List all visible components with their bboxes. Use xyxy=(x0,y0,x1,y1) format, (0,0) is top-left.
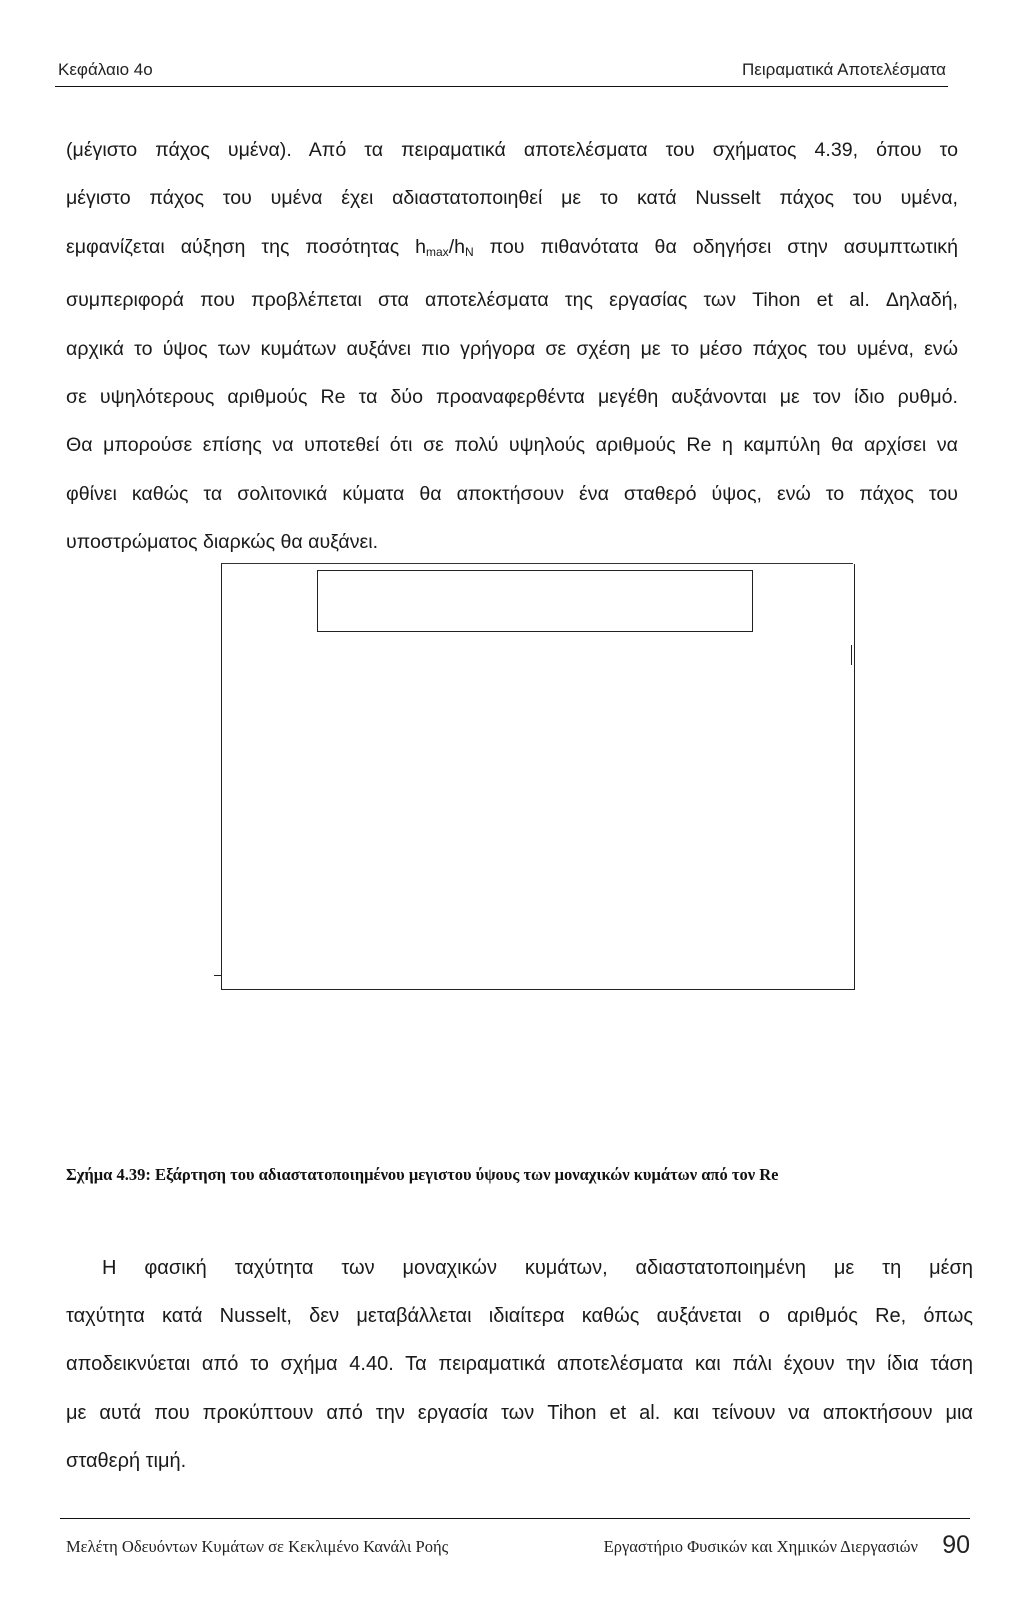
page-number: 90 xyxy=(942,1531,970,1559)
footer-lab: Εργαστήριο Φυσικών και Χημικών Διεργασιών xyxy=(603,1537,918,1556)
figure-tick-mark xyxy=(851,645,852,665)
paragraph-line: μέγιστο πάχος του υμένα έχει αδιαστατοποιηθεί με το κατά Nusselt πάχος του υμένα, xyxy=(66,187,958,210)
paragraph-line: αρχικά το ύψος των κυμάτων αυξάνει πιο γρήγορα σε σχέση με το μέσο πάχος του υμένα, ενώ xyxy=(66,337,958,360)
ratio-suffix: που πιθανότατα θα οδηγήσει στην ασυμπτωτική xyxy=(473,235,959,258)
section-label: Πειραματικά Αποτελέσματα xyxy=(742,60,946,79)
body-paragraph-1 xyxy=(66,126,958,567)
paragraph-line-with-ratio xyxy=(66,223,958,276)
paragraph-line: αποδεικνύεται από το σχήμα 4.40. Τα πειραματικά αποτελέσματα και πάλι έχουν την ίδια τάση xyxy=(66,1353,973,1376)
ratio-slash: /h xyxy=(448,235,466,258)
ratio-prefix: εμφανίζεται αύξηση της ποσότητας h xyxy=(66,235,427,258)
paragraph-line: (μέγιστο πάχος υμένα). Από τα πειραματικά αποτελέσματα του σχήματος 4.39, όπου το xyxy=(66,139,958,161)
paragraph-line: σε υψηλότερους αριθμούς Re τα δύο προαναφερθέντα μεγέθη αυξάνονται με τον ίδιο ρυθμό. xyxy=(66,386,958,409)
chapter-label: Κεφάλαιο 4ο xyxy=(58,60,153,79)
page-header xyxy=(55,58,948,87)
paragraph-line: Η φασική ταχύτητα των μοναχικών κυμάτων, αδιαστατοποιημένη με τη μέση xyxy=(102,1257,973,1279)
paragraph-line: σταθερή τιμή. xyxy=(66,1449,187,1472)
figure-legend-box xyxy=(317,570,753,632)
paragraph-line: Θα μπορούσε επίσης να υποτεθεί ότι σε πολύ υψηλούς αριθμούς Re η καμπύλη θα αρχίσει να xyxy=(66,434,958,457)
page-footer xyxy=(60,1515,970,1575)
subscript-n: N xyxy=(465,244,474,259)
figure-tick-mark xyxy=(214,975,222,976)
paragraph-line: φθίνει καθώς τα σολιτονικά κύματα θα αποκτήσουν ένα σταθερό ύψος, ενώ το πάχος του xyxy=(66,482,958,505)
subscript-max: max xyxy=(426,244,449,259)
paragraph-line: υποστρώματος διαρκώς θα αυξάνει. xyxy=(66,531,379,554)
footer-title: Μελέτη Οδευόντων Κυμάτων σε Κεκλιμένο Κανάλι Ροής xyxy=(66,1537,449,1556)
figure-caption: Σχήμα 4.39: Εξάρτηση του αδιαστατοποιημένου μεγιστου ύψους των μοναχικών κυμάτων από τον Re xyxy=(66,1165,779,1184)
paragraph-line: ταχύτητα κατά Nusselt, δεν μεταβάλλεται ιδιαίτερα καθώς αυξάνεται ο αριθμός Re, όπως xyxy=(66,1305,973,1328)
body-paragraph-2 xyxy=(66,1244,973,1485)
paragraph-line: συμπεριφορά που προβλέπεται στα αποτελέσματα της εργασίας των Tihon et al. Δηλαδή, xyxy=(66,289,958,312)
paragraph-line: με αυτά που προκύπτουν από την εργασία των Tihon et al. και τείνουν να αποκτήσουν μια xyxy=(66,1401,973,1424)
footer-rule xyxy=(60,1518,970,1519)
